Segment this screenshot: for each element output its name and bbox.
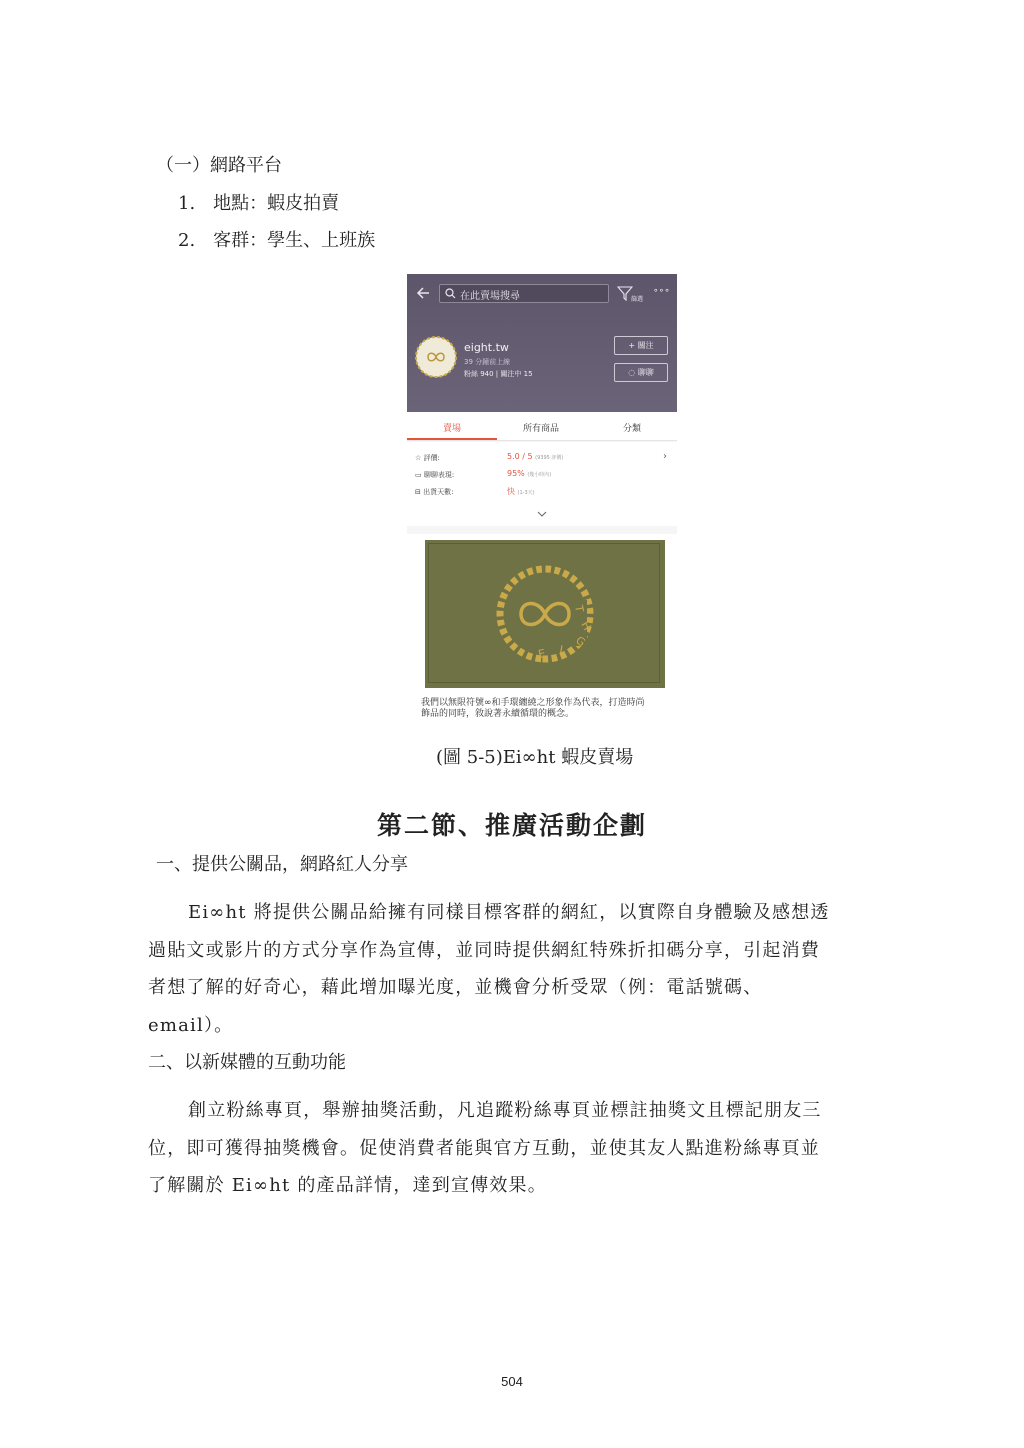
shipping-value: 快 [507,487,515,496]
list-item-audience: 2. 客群：學生、上班族 [178,230,376,251]
star-icon: ☆ [415,454,424,462]
chat-performance-value: 95% [507,469,525,478]
logo-letter-h: H [578,619,594,633]
subsection-2-line-3: 了解關於 Ei∞ht 的產品詳情，達到宣傳效果。 [148,1175,547,1196]
logo-letter-t: T [572,604,587,614]
rating-value: 5.0 / 5 [507,452,533,461]
section-title: 第二節、推廣活動企劃 [376,811,647,840]
shipping-note: (1-3天) [517,490,535,496]
store-online-status: 39 分鐘前上線 [464,358,511,366]
subsection-1-line-2: 過貼文或影片的方式分享作為宣傳，並同時提供網紅特殊折扣碼分享，引起消費 [148,940,820,961]
chat-performance-row [415,470,454,480]
page-number: 504 [501,1374,523,1389]
store-stats: 粉絲 940 | 關注中 15 [464,370,533,378]
subsection-1-line-3: 者想了解的好奇心，藉此增加曝光度，並機會分析受眾（例：電話號碼、 [148,977,763,998]
tab-store[interactable]: 賣場 [443,424,462,434]
chat-button[interactable] [614,363,668,382]
logo-description-line-1: 我們以無限符號∞和手環纏繞之形象作為代表，打造時尚 [421,698,645,708]
search-icon [445,288,456,299]
subsection-2-heading: 二、以新媒體的互動功能 [148,1052,346,1073]
chat-performance-note: (幾小時內) [527,472,552,478]
logo-description [421,698,645,720]
store-avatar[interactable] [415,336,457,378]
logo-letter-e: E [537,646,547,661]
rating-row [415,453,440,463]
filter-label: 篩選 [631,296,644,303]
chevron-right-icon[interactable]: › [663,451,667,462]
rating-value-group [507,452,563,461]
subsection-1-line-4: email）。 [148,1015,234,1036]
chat-performance-label: 聊聊表現: [423,471,455,479]
active-tab-indicator [407,438,497,440]
rating-count: (9395 評價) [535,455,564,461]
subsection-2-line-2: 位，即可獲得抽獎機會。促使消費者能與官方互動，並使其友人點進粉絲專頁並 [148,1138,820,1159]
tab-categories[interactable]: 分類 [623,424,642,434]
subsection-2-line-1: 創立粉絲專頁，舉辦抽獎活動，凡追蹤粉絲專頁並標註抽獎文且標記朋友三 [188,1100,822,1121]
list-heading: （一）網路平台 [156,155,282,176]
list-item-location: 1. 地點：蝦皮拍賣 [178,193,340,214]
shipping-row [415,487,453,497]
follow-button[interactable]: + 關注 [614,336,668,355]
store-name[interactable]: eight.tw [464,341,509,354]
truck-icon: ⊟ [415,488,424,496]
chat-bubble-icon: ▭ [415,471,424,479]
chevron-down-icon[interactable] [537,510,547,518]
logo-description-line-2: 飾品的同時，敘說著永續循環的概念。 [421,709,575,719]
shipping-group [507,486,535,497]
back-arrow-icon[interactable] [415,286,431,300]
more-icon[interactable]: ∘∘∘ [653,286,670,296]
tab-all-products[interactable]: 所有商品 [523,424,560,434]
rating-label: 評價: [423,454,440,462]
shipping-label: 出貨天數: [423,488,454,496]
logo-letter-i: I [558,643,564,657]
store-screenshot [407,274,677,534]
logo-letter-g: G [573,633,588,650]
subsection-1-line-1: Ei∞ht 將提供公關品給擁有同樣目標客群的網紅，以實際自身體驗及感想透 [188,902,830,923]
chat-icon: ◌ [628,368,638,377]
store-header [407,274,677,412]
chat-performance-group [507,469,551,478]
subsection-1-heading: 一、提供公關品，網路紅人分享 [156,854,408,875]
store-tabs [407,412,677,441]
store-search-input[interactable] [439,284,609,303]
infinity-logo-icon [425,540,665,688]
search-placeholder: 在此賣場搜尋 [460,291,520,302]
store-info-panel[interactable] [407,442,677,526]
chat-button-label: 聊聊 [637,368,654,377]
figure-caption: (圖 5-5)Ei∞ht 蝦皮賣場 [436,747,634,768]
